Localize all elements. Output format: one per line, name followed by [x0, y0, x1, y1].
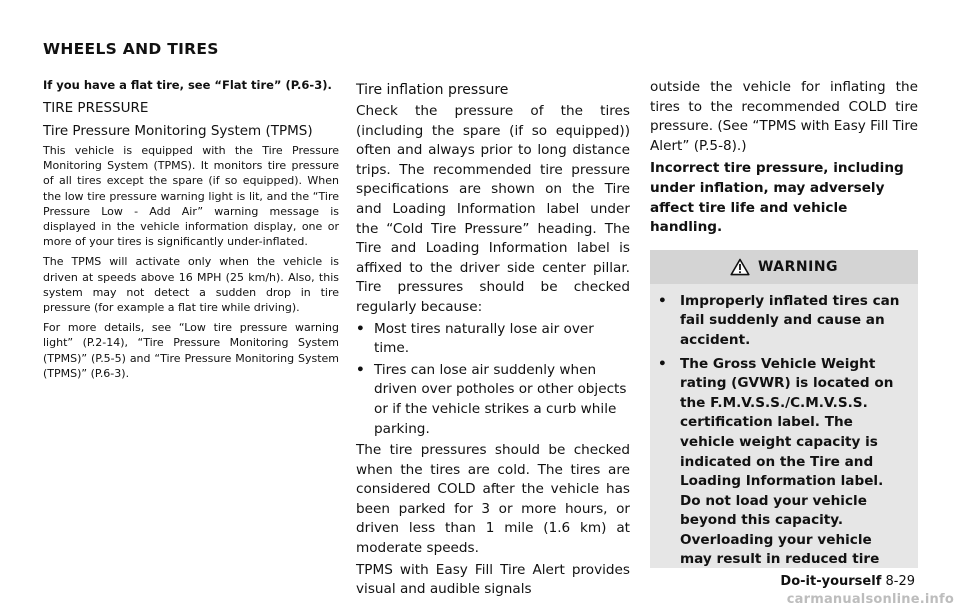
warning-triangle-icon: [730, 258, 750, 276]
list-item-text: Tires can lose air suddenly when driven over potholes or other objects or if the vehicle strikes a curb while parking.: [374, 361, 627, 437]
heading-tire-inflation: Tire inflation pressure: [356, 82, 509, 98]
inflation-paragraph-2: The tire pressures should be checked when the tires are cold. The tires are considered COLD after the vehicle has been parked for 3 or more hours, or driven less than 1 mile (1.6 km) at moderate speeds.: [356, 442, 630, 557]
column-1: [43, 78, 339, 381]
list-item: [658, 292, 908, 351]
warning-header: [650, 250, 918, 284]
footer-section: Do-it-yourself: [780, 574, 882, 589]
page-number: 8-29: [885, 574, 915, 589]
heading-tpms: Tire Pressure Monitoring System (TPMS): [43, 123, 313, 139]
bullet-marker: •: [658, 355, 667, 372]
incorrect-pressure-note: Incorrect tire pressure, including under inflation, may adversely affect tire life and vehicle handling.: [650, 160, 904, 236]
warning-item-text: Improperly inflated tires can fail suddenly and cause an accident.: [680, 292, 900, 348]
watermark: carmanualsonline.info: [786, 592, 954, 607]
bullet-marker: •: [658, 292, 667, 309]
page-footer: [780, 574, 915, 589]
tpms-paragraph-2: The TPMS will activate only when the vehicle is driven at speeds above 16 MPH (25 km/h). Also, this system may not detect a sudden drop in tire pressure (for example a flat tire while driving).: [43, 255, 339, 315]
column-3: [650, 78, 918, 568]
heading-tire-pressure: TIRE PRESSURE: [43, 100, 149, 116]
column-2: [356, 78, 630, 600]
warning-box: [650, 250, 918, 568]
inflation-paragraph-1: Check the pressure of the tires (including the spare (if so equipped)) often and always prior to long distance trips. The recommended tire pressure specifications are shown on the Tire and Loading Information label under the “Cold Tire Pressure” heading. The Tire and Loading Information label is affixed to the driver side center pillar. Tire pressures should be checked regularly because:: [356, 103, 630, 315]
easy-fill-paragraph: outside the vehicle for inflating the tires to the recommended COLD tire pressure. (See “TPMS with Easy Fill Tire Alert” (P.5-8).): [650, 79, 918, 154]
bullet-marker: •: [356, 361, 365, 378]
warning-list: [650, 284, 918, 568]
warning-title: WARNING: [757, 258, 839, 275]
list-item: [658, 355, 908, 568]
list-item-text: Most tires naturally lose air over time.: [374, 320, 594, 357]
section-title: WHEELS AND TIRES: [43, 40, 219, 58]
list-item: [356, 320, 630, 359]
reasons-list: [356, 320, 630, 440]
warning-item-text: The Gross Vehicle Weight rating (GVWR) is located on the F.M.V.S.S./C.M.V.S.S. certification label. The vehicle weight capacity is indicated on the Tire and Loading Information label. Do not load your vehicle beyond this capacity. Overloading your vehicle may result in reduced tire: [680, 355, 894, 568]
inflation-paragraph-3: TPMS with Easy Fill Tire Alert provides visual and audible signals: [356, 561, 630, 598]
list-item: [356, 361, 630, 439]
flat-tire-reference: If you have a flat tire, see “Flat tire” (P.6-3).: [43, 78, 332, 92]
tpms-paragraph-3: For more details, see “Low tire pressure warning light” (P.2-14), “Tire Pressure Monitoring System (TPMS)” (P.5-5) and “Tire Pressure Monitoring System (TPMS)” (P.6-3).: [43, 321, 339, 380]
bullet-marker: •: [356, 320, 365, 337]
tpms-paragraph-1: This vehicle is equipped with the Tire Pressure Monitoring System (TPMS). It monitors tire pressure of all tires except the spare (if so equipped). When the low tire pressure warning light is lit, and the “Tire Pressure Low - Add Air” warning message is displayed in the vehicle information display, one or more of your tires is significantly under-inflated.: [43, 144, 339, 249]
